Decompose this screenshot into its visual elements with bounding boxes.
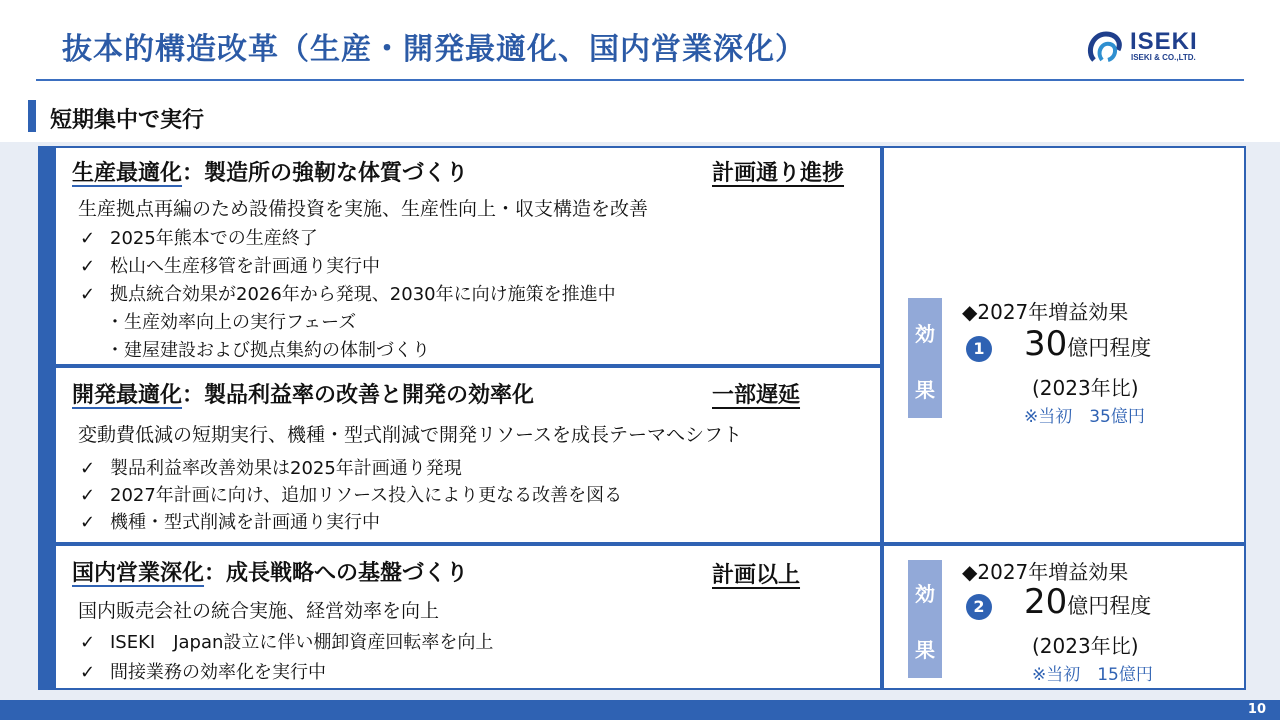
footer-band — [0, 700, 1280, 720]
check-icon: ✓ — [80, 256, 96, 277]
effect-panel-1 — [882, 146, 1246, 544]
effect-label-1: 効 果 — [908, 298, 942, 418]
production-lead: 生産拠点再編のため設備投資を実施、生産性向上・収支構造を改善 — [78, 198, 649, 220]
production-check-1: ✓ 2025年熊本での生産終了 — [80, 228, 318, 249]
left-accent-strip — [38, 146, 54, 690]
logo-subtext: ISEKI & CO.,LTD. — [1131, 53, 1196, 62]
logo-text: ISEKI — [1130, 28, 1198, 55]
development-check-3: ✓ 機種・型式削減を計画通り実行中 — [80, 512, 380, 533]
effect-note-1: ※当初 35億円 — [1024, 407, 1145, 427]
effect-label-2: 効 果 — [908, 560, 942, 678]
check-icon: ✓ — [80, 228, 96, 249]
effect-ratio-1: (2023年比) — [1032, 376, 1139, 400]
production-sub-2: ・建屋建設および拠点集約の体制づくり — [106, 340, 430, 361]
effect-amount-2: 20億円程度 — [1024, 582, 1152, 622]
production-check-2: ✓ 松山へ生産移管を計画通り実行中 — [80, 256, 380, 277]
effect-note-2: ※当初 15億円 — [1032, 665, 1153, 685]
iseki-logo — [1086, 30, 1226, 66]
sales-heading-main: 国内営業深化 — [72, 561, 205, 586]
sales-heading-rest: ：成長戦略への基盤づくり — [204, 561, 469, 586]
iseki-logo-icon — [1086, 30, 1126, 66]
check-icon: ✓ — [80, 662, 96, 683]
development-heading-main: 開発最適化 — [72, 383, 183, 408]
page-title: 抜本的構造改革（生産・開発最適化、国内営業深化） — [62, 32, 806, 67]
sales-check-2: ✓ 間接業務の効率化を実行中 — [80, 662, 326, 683]
effect-title-2: ◆2027年増益効果 — [962, 560, 1129, 584]
development-heading-rest: ：製品利益率の改善と開発の効率化 — [182, 383, 535, 408]
development-check-2: ✓ 2027年計画に向け、追加リソース投入により更なる改善を図る — [80, 485, 623, 506]
production-panel — [54, 146, 882, 366]
check-icon: ✓ — [80, 485, 96, 506]
title-divider — [36, 79, 1244, 81]
effect-amount-1: 30億円程度 — [1024, 324, 1152, 364]
check-icon: ✓ — [80, 458, 96, 479]
section-marker — [28, 100, 36, 132]
effect-panel-2 — [882, 544, 1246, 690]
effect-ratio-2: (2023年比) — [1032, 634, 1139, 658]
production-status: 計画通り進捗 — [712, 161, 845, 186]
sales-status: 計画以上 — [712, 563, 801, 588]
development-status: 一部遅延 — [712, 383, 801, 408]
sales-heading — [72, 556, 468, 587]
sales-panel — [54, 544, 882, 690]
production-sub-1: ・生産効率向上の実行フェーズ — [106, 312, 357, 333]
page-number: 10 — [1247, 702, 1266, 717]
production-check-3: ✓ 拠点統合効果が2026年から発現、2030年に向け施策を推進中 — [80, 284, 616, 305]
check-icon: ✓ — [80, 512, 96, 533]
number-badge-1: 1 — [966, 336, 992, 362]
production-heading — [72, 156, 468, 187]
section-title: 短期集中で実行 — [50, 108, 205, 133]
development-heading — [72, 378, 534, 409]
production-heading-main: 生産最適化 — [72, 161, 183, 186]
check-icon: ✓ — [80, 632, 96, 653]
check-icon: ✓ — [80, 284, 96, 305]
sales-check-1: ✓ ISEKI Japan設立に伴い棚卸資産回転率を向上 — [80, 632, 494, 653]
development-panel — [54, 366, 882, 544]
development-lead: 変動費低減の短期実行、機種・型式削減で開発リソースを成長テーマへシフト — [78, 424, 743, 446]
sales-lead: 国内販売会社の統合実施、経営効率を向上 — [78, 600, 440, 622]
production-heading-rest: ：製造所の強靭な体質づくり — [182, 161, 469, 186]
development-check-1: ✓ 製品利益率改善効果は2025年計画通り発現 — [80, 458, 462, 479]
effect-title-1: ◆2027年増益効果 — [962, 300, 1129, 324]
number-badge-2: 2 — [966, 594, 992, 620]
